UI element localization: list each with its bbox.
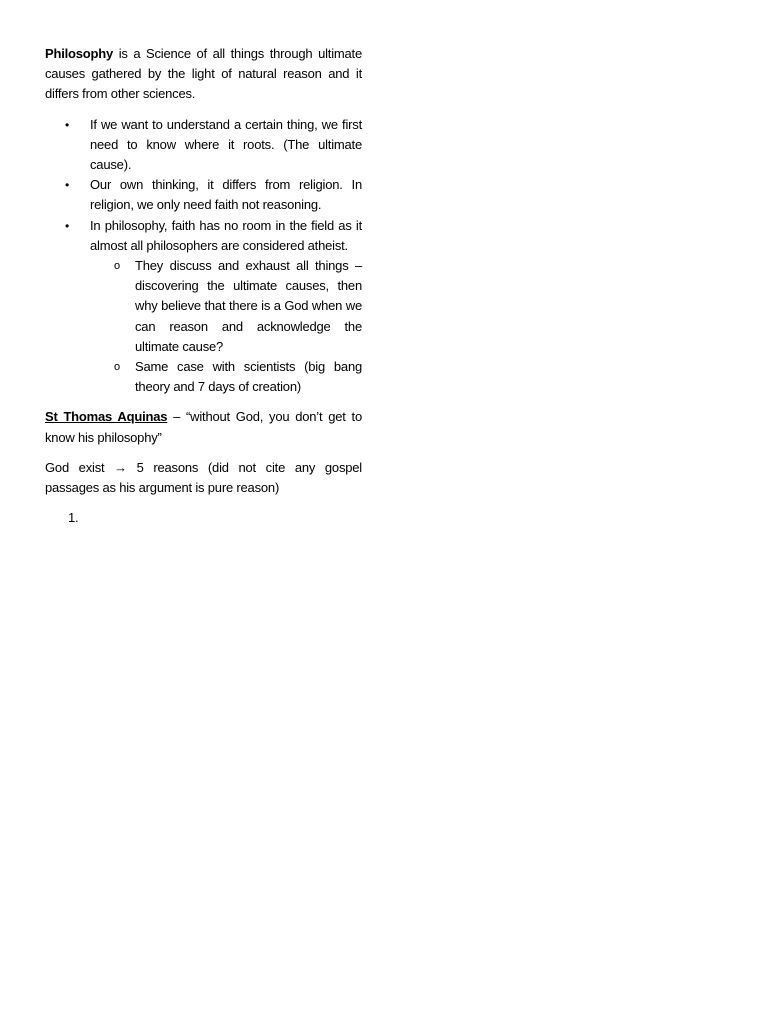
philosophy-term: Philosophy	[45, 46, 114, 61]
bullet-item	[45, 216, 362, 398]
bullet-text: In philosophy, faith has no room in the field as it almost all philosophers are considered atheist.	[90, 217, 362, 253]
sub-bullet-list	[90, 256, 362, 397]
document-page	[45, 44, 362, 528]
bullet-icon: •	[65, 218, 70, 233]
bullet-text: Our own thinking, it differs from religion. In religion, we only need faith not reasoning.	[90, 177, 362, 213]
aquinas-quote: – “without God, you don’t get to know his philosophy”	[45, 409, 362, 445]
aquinas-paragraph	[45, 407, 362, 447]
aquinas-name: St Thomas Aquinas	[45, 409, 168, 425]
sub-bullet-text: Same case with scientists (big bang theory and 7 days of creation)	[135, 359, 362, 395]
number-marker: 1.	[68, 510, 79, 526]
circle-bullet-icon: o	[114, 260, 120, 273]
bullet-list	[45, 115, 362, 398]
bullet-icon: •	[65, 178, 70, 193]
numbered-item	[45, 508, 362, 528]
bullet-icon: •	[65, 117, 70, 132]
sub-bullet-text: They discuss and exhaust all things – discovering the ultimate causes, then why believe that there is a God when we can reason and acknowledge the ultimate cause?	[135, 258, 362, 354]
bullet-text: If we want to understand a certain thing, we first need to know where it roots. (The ultimate cause).	[90, 116, 362, 173]
sub-bullet-item	[90, 357, 362, 397]
intro-text: is a Science of all things through ultimate causes gathered by the light of natural reason and it differs from other sciences.	[45, 46, 362, 102]
bullet-item	[45, 115, 362, 176]
intro-paragraph	[45, 44, 362, 105]
sub-bullet-item	[90, 256, 362, 357]
god-exist-paragraph: God exist → 5 reasons (did not cite any gospel passages as his argument is pure reason)	[45, 459, 362, 496]
circle-bullet-icon: o	[114, 361, 120, 374]
bullet-item	[45, 175, 362, 215]
